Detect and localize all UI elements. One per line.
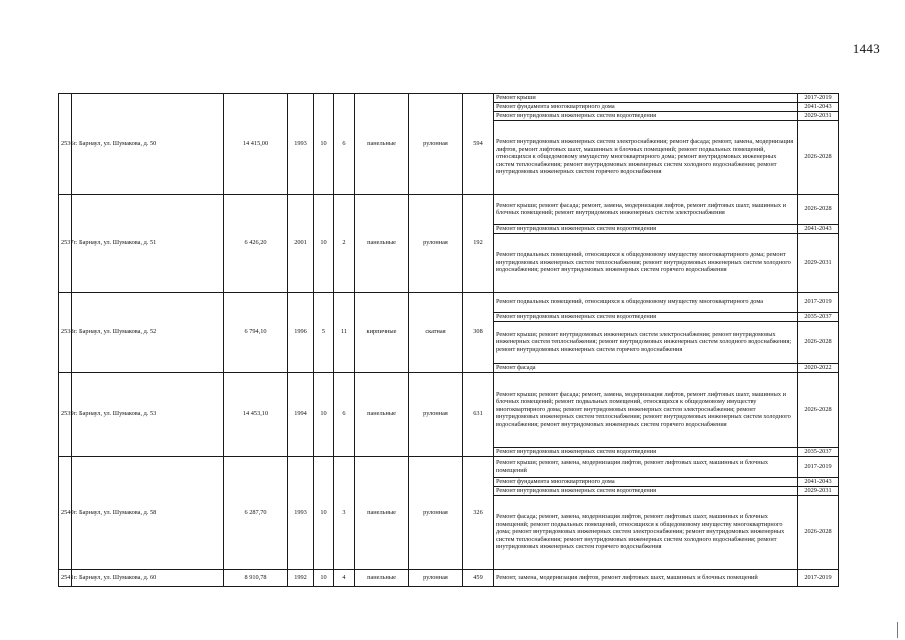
entrance-count-cell: 6 xyxy=(334,372,355,456)
table-row xyxy=(59,569,839,586)
work-period-cell: 2017-2019 xyxy=(798,94,839,103)
row-number-cell: 2536 xyxy=(59,94,72,195)
roof-type-cell: рулонная xyxy=(409,94,463,195)
build-year-cell: 1993 xyxy=(288,94,314,195)
total-area-cell: 6 287,70 xyxy=(224,456,288,569)
address-cell: г. Барнаул, ул. Шумакова, д. 58 xyxy=(72,456,224,569)
work-period-cell: 2026-2028 xyxy=(798,194,839,224)
work-period-cell: 2020-2022 xyxy=(798,363,839,372)
work-description-cell: Ремонт подвальных помещений, относящихся к общедомовому имуществу многоквартирного дома; ремонт внутридомовых инженерных систем теплоснабжения; ремонт внутридомовых инженерных систем холодного водоснабжения; ремонт внутридомовых инженерных систем горячего водоснабжения xyxy=(494,233,798,292)
total-area-cell: 6 426,20 xyxy=(224,194,288,292)
work-description-cell: Ремонт внутридомовых инженерных систем водоотведения xyxy=(494,312,798,321)
scan-artifact xyxy=(897,622,898,638)
address-cell: г. Барнаул, ул. Шумакова, д. 60 xyxy=(72,569,224,586)
work-period-cell: 2017-2019 xyxy=(798,569,839,586)
row-number-cell: 2540 xyxy=(59,456,72,569)
address-cell: г. Барнаул, ул. Шумакова, д. 51 xyxy=(72,194,224,292)
work-period-cell: 2029-2031 xyxy=(798,233,839,292)
build-year-cell: 1994 xyxy=(288,372,314,456)
work-period-cell: 2026-2028 xyxy=(798,495,839,569)
work-description-cell: Ремонт внутридомовых инженерных систем водоотведения xyxy=(494,112,798,121)
resident-count-cell: 594 xyxy=(463,94,494,195)
roof-type-cell: рулонная xyxy=(409,194,463,292)
resident-count-cell: 308 xyxy=(463,292,494,372)
work-period-cell: 2026-2028 xyxy=(798,372,839,447)
wall-material-cell: панельные xyxy=(355,456,409,569)
work-description-cell: Ремонт крыши; ремонт фасада; ремонт, замена, модернизация лифтов, ремонт лифтовых шахт, машинных и блочных помещений; ремонт внутридомовых инженерных систем электроснабжения xyxy=(494,194,798,224)
resident-count-cell: 192 xyxy=(463,194,494,292)
entrance-count-cell: 4 xyxy=(334,569,355,586)
work-period-cell: 2026-2028 xyxy=(798,120,839,194)
build-year-cell: 2001 xyxy=(288,194,314,292)
work-description-cell: Ремонт внутридомовых инженерных систем водоотведения xyxy=(494,447,798,456)
work-period-cell: 2035-2037 xyxy=(798,312,839,321)
work-description-cell: Ремонт фасада xyxy=(494,363,798,372)
floor-count-cell: 10 xyxy=(314,94,334,195)
wall-material-cell: панельные xyxy=(355,372,409,456)
work-description-cell: Ремонт фундамента многоквартирного дома xyxy=(494,103,798,112)
roof-type-cell: рулонная xyxy=(409,569,463,586)
table-row xyxy=(59,372,839,447)
wall-material-cell: панельные xyxy=(355,569,409,586)
work-description-cell: Ремонт крыши xyxy=(494,94,798,103)
total-area-cell: 6 794,10 xyxy=(224,292,288,372)
work-period-cell: 2041-2043 xyxy=(798,224,839,233)
work-period-cell: 2029-2031 xyxy=(798,112,839,121)
build-year-cell: 1992 xyxy=(288,569,314,586)
entrance-count-cell: 11 xyxy=(334,292,355,372)
entrance-count-cell: 2 xyxy=(334,194,355,292)
roof-type-cell: скатная xyxy=(409,292,463,372)
address-cell: г. Барнаул, ул. Шумакова, д. 53 xyxy=(72,372,224,456)
work-description-cell: Ремонт внутридомовых инженерных систем электроснабжения; ремонт фасада; ремонт, замена, модернизация лифтов, ремонт лифтовых шахт, машинных и блочных помещений; ремонт подвальных помещений, относящихся к общедомовому имуществу многоквартирного дома; ремонт внутридомовых инженерных систем теплоснабжения; ремонт внутридомовых инженерных систем холодного водоснабжения; ремонт внутридомовых инженерных систем горячего водоснабжения xyxy=(494,120,798,194)
wall-material-cell: панельные xyxy=(355,94,409,195)
work-description-cell: Ремонт подвальных помещений, относящихся к общедомовому имуществу многоквартирного дома xyxy=(494,292,798,312)
floor-count-cell: 10 xyxy=(314,456,334,569)
capital-repair-table xyxy=(58,93,839,587)
work-description-cell: Ремонт крыши; ремонт, замена, модернизация лифтов, ремонт лифтовых шахт, машинных и блочных помещений xyxy=(494,456,798,477)
address-cell: г. Барнаул, ул. Шумакова, д. 50 xyxy=(72,94,224,195)
total-area-cell: 8 910,78 xyxy=(224,569,288,586)
work-description-cell: Ремонт внутридомовых инженерных систем водоотведения xyxy=(494,486,798,495)
table-row xyxy=(59,292,839,312)
table-row xyxy=(59,194,839,224)
roof-type-cell: рулонная xyxy=(409,456,463,569)
work-period-cell: 2041-2043 xyxy=(798,477,839,486)
address-cell: г. Барнаул, ул. Шумакова, д. 52 xyxy=(72,292,224,372)
row-number-cell: 2538 xyxy=(59,292,72,372)
resident-count-cell: 631 xyxy=(463,372,494,456)
floor-count-cell: 5 xyxy=(314,292,334,372)
build-year-cell: 1996 xyxy=(288,292,314,372)
table-row xyxy=(59,456,839,477)
row-number-cell: 2541 xyxy=(59,569,72,586)
work-description-cell: Ремонт фундамента многоквартирного дома xyxy=(494,477,798,486)
entrance-count-cell: 6 xyxy=(334,94,355,195)
table-row xyxy=(59,94,839,103)
resident-count-cell: 326 xyxy=(463,456,494,569)
entrance-count-cell: 3 xyxy=(334,456,355,569)
floor-count-cell: 10 xyxy=(314,372,334,456)
work-period-cell: 2029-2031 xyxy=(798,486,839,495)
work-description-cell: Ремонт внутридомовых инженерных систем водоотведения xyxy=(494,224,798,233)
build-year-cell: 1993 xyxy=(288,456,314,569)
work-description-cell: Ремонт крыши; ремонт фасада; ремонт, замена, модернизация лифтов, ремонт лифтовых шахт, машинных и блочных помещений; ремонт подвальных помещений, относящихся к общедомовому имуществу многоквартирного дома; ремонт внутридомовых инженерных систем электроснабжения; ремонт внутридомовых инженерных систем теплоснабжения; ремонт внутридомовых инженерных систем холодного водоснабжения; ремонт внутридомовых инженерных систем горячего водоснабжения xyxy=(494,372,798,447)
work-period-cell: 2017-2019 xyxy=(798,456,839,477)
work-period-cell: 2035-2037 xyxy=(798,447,839,456)
work-period-cell: 2026-2028 xyxy=(798,321,839,363)
work-period-cell: 2017-2019 xyxy=(798,292,839,312)
total-area-cell: 14 415,00 xyxy=(224,94,288,195)
wall-material-cell: кирпичные xyxy=(355,292,409,372)
row-number-cell: 2539 xyxy=(59,372,72,456)
work-description-cell: Ремонт, замена, модернизация лифтов, ремонт лифтовых шахт, машинных и блочных помещений xyxy=(494,569,798,586)
page-number: 1443 xyxy=(852,41,880,56)
wall-material-cell: панельные xyxy=(355,194,409,292)
total-area-cell: 14 453,10 xyxy=(224,372,288,456)
work-description-cell: Ремонт фасада; ремонт, замена, модернизация лифтов, ремонт лифтовых шахт, машинных и блочных помещений; ремонт подвальных помещений, относящихся к общедомовому имуществу многоквартирного дома; ремонт внутридомовых инженерных систем электроснабжения; ремонт внутридомовых инженерных систем теплоснабжения; ремонт внутридомовых инженерных систем холодного водоснабжения; ремонт внутридомовых инженерных систем горячего водоснабжения xyxy=(494,495,798,569)
resident-count-cell: 459 xyxy=(463,569,494,586)
row-number-cell: 2537 xyxy=(59,194,72,292)
floor-count-cell: 10 xyxy=(314,194,334,292)
work-description-cell: Ремонт крыши; ремонт внутридомовых инженерных систем электроснабжения; ремонт внутридомовых инженерных систем теплоснабжения; ремонт внутридомовых инженерных систем холодного водоснабжения; ремонт внутридомовых инженерных систем горячего водоснабжения xyxy=(494,321,798,363)
work-period-cell: 2041-2043 xyxy=(798,103,839,112)
floor-count-cell: 10 xyxy=(314,569,334,586)
roof-type-cell: рулонная xyxy=(409,372,463,456)
